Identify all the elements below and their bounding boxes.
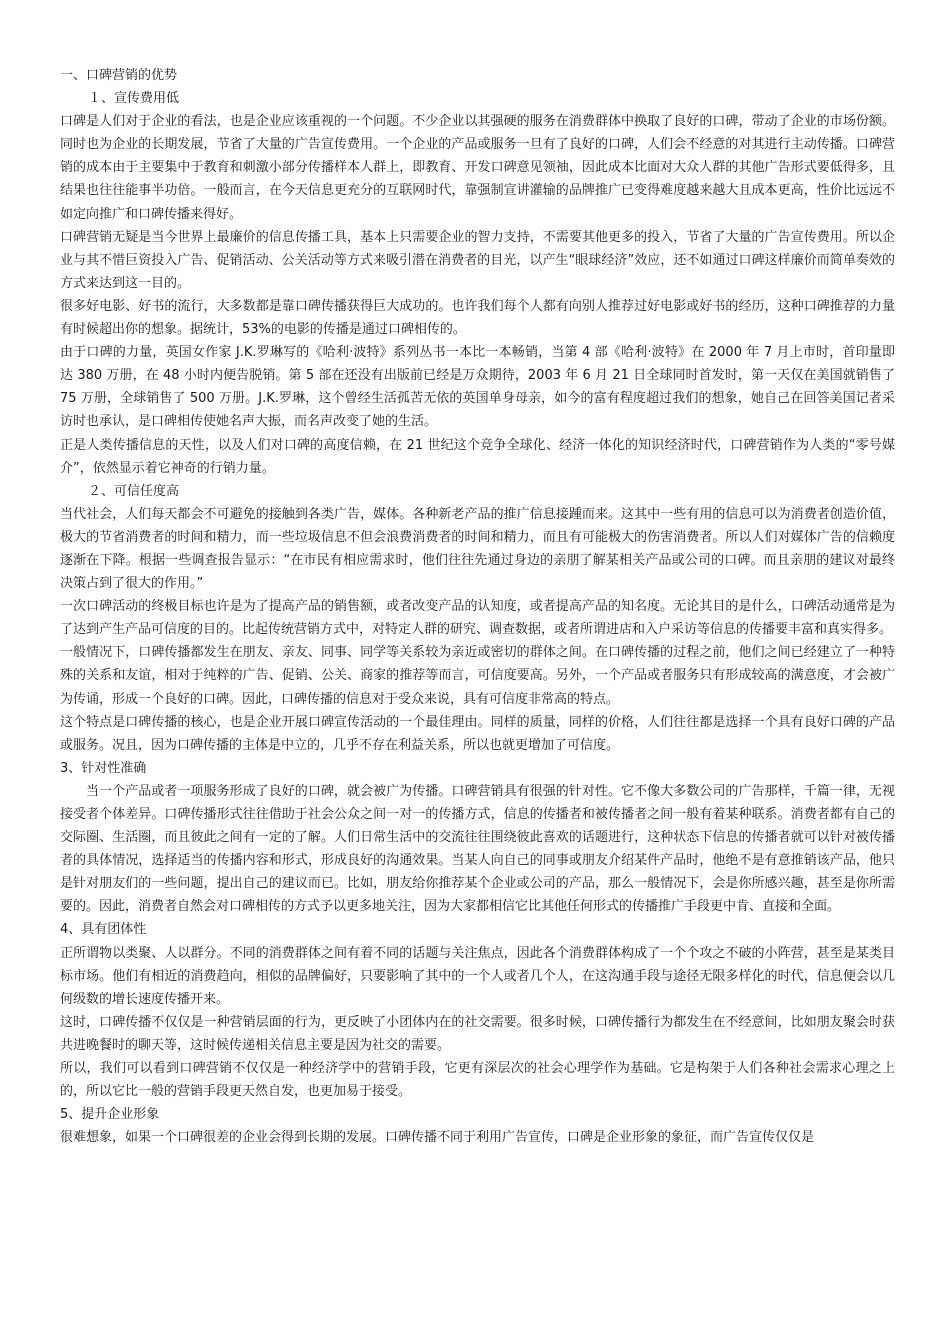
paragraph: 一次口碑活动的终极目标也许是为了提高产品的销售额，或者改变产品的认知度，或者提高产品的知名度。无论其目的是什么，口碑活动通常是为了达到产生产品可信度的目的。比起传统营销方式中，对特定人群的研究、调查数据，或者所谓进店和入户采访等信息的传播要丰富和真实得多。 <box>60 599 895 638</box>
section-heading: 3、针对性准确 <box>60 760 147 776</box>
section-heading: 5、提升企业形象 <box>60 1107 160 1123</box>
paragraph: 口碑是人们对于企业的看法，也是企业应该重视的一个问题。不少企业以其强硬的服务在消费群体中换取了良好的口碑，带动了企业的市场份额。同时也为企业的长期发展，节省了大量的广告宣传费用。一个企业的产品或服务一旦有了良好的口碑，人们会不经意的对其进行主动传播。口碑营销的成本由于主要集中于教育和刺激小部分传播样本人群上，即教育、开发口碑意见领袖，因此成本比面对大众人群的其他广告形式要低得多，且结果也往往能事半功倍。一般而言，在今天信息更充分的互联网时代，靠强制宣讲灌输的品牌推广已变得难度越来越大且成本更高，性价比远远不如定向推广和口碑传播来得好。 <box>60 114 895 222</box>
paragraph: 由于口碑的力量，英国女作家 J.K.罗琳写的《哈利·波特》系列丛书一本比一本畅销，当第 4 部《哈利·波特》在 2000 年 7 月上市时，首印量即达 380 万册，在 48 小时内便告脱销。第 5 部在还没有出版前已经是万众期待，2003 年 6 月 21 日全球同时首发时，第一天仅在美国就销售了 75 万册，全球销售了 500 万册。J.K.罗琳，这个曾经生活孤苦无依的英国单身母亲，如今的富有程度超过我们的想象，她自己在回答美国记者采访时也承认，是口碑相传使她名声大振，而名声改变了她的生活。 <box>60 345 895 430</box>
paragraph: 这个特点是口碑传播的核心，也是企业开展口碑宣传活动的一个最佳理由。同样的质量，同样的价格，人们往往都是选择一个具有良好口碑的产品或服务。况且，因为口碑传播的主体是中立的，几乎不存在利益关系，所以也就更增加了可信度。 <box>60 714 895 753</box>
paragraph: 很难想象，如果一个口碑很差的企业会得到长期的发展。口碑传播不同于利用广告宣传，口碑是企业形象的象征，而广告宣传仅仅是 <box>60 1130 815 1146</box>
section-heading: 4、具有团体性 <box>60 922 147 938</box>
paragraph: 正所谓物以类聚、人以群分。不同的消费群体之间有着不同的话题与关注焦点，因此各个消费群体构成了一个个攻之不破的小阵营，甚至是某类目标市场。他们有相近的消费趋向，相似的品牌偏好，只要影响了其中的一个人或者几个人，在这沟通手段与途径无限多样化的时代，信息便会以几何级数的增长速度传播开来。 <box>60 945 895 1007</box>
paragraph: 很多好电影、好书的流行，大多数都是靠口碑传播获得巨大成功的。也许我们每个人都有向别人推荐过好电影或好书的经历，这种口碑推荐的力量有时候超出你的想象。据统计，53%的电影的传播是通过口碑相传的。 <box>60 298 895 338</box>
paragraph: 口碑营销无疑是当今世界上最廉价的信息传播工具，基本上只需要企业的智力支持，不需要其他更多的投入，节省了大量的广告宣传费用。所以企业与其不惜巨资投入广告、促销活动、公关活动等方式来吸引潜在消费者的目光，以产生“眼球经济”效应，还不如通过口碑这样廉价而简单奏效的方式来达到这一目的。 <box>60 229 895 291</box>
paragraph: 一般情况下，口碑传播都发生在朋友、亲友、同事、同学等关系较为亲近或密切的群体之间。在口碑传播的过程之前，他们之间已经建立了一种特殊的关系和友谊，相对于纯粹的广告、促销、公关、商家的推荐等而言，可信度要高。另外，一个产品或者服务只有形成较高的满意度，才会被广为传诵，形成一个良好的口碑。因此，口碑传播的信息对于受众来说，具有可信度非常高的特点。 <box>60 645 895 707</box>
paragraph: 当一个产品或者一项服务形成了良好的口碑，就会被广为传播。口碑营销具有很强的针对性。它不像大多数公司的广告那样，千篇一律，无视接受者个体差异。口碑传播形式往往借助于社会公众之间一对一的传播方式，信息的传播者和被传播者之间一般有着某种联系。消费者都有自己的交际圈、生活圈，而且彼此之间有一定的了解。人们日常生活中的交流往往围绕彼此喜欢的话题进行，这种状态下信息的传播者就可以针对被传播者的具体情况，选择适当的传播内容和形式，形成良好的沟通效果。当某人向自己的同事或朋友介绍某件产品时，他绝不是有意推销该产品，他只是针对朋友们的一些问题，提出自己的建议而已。比如，朋友给你推荐某个企业或公司的产品，那么一般情况下，会是你所感兴趣，甚至是你所需要的。因此，消费者自然会对口碑相传的方式予以更多地关注，因为大家都相信它比其他任何形式的传播推广手段更中肯、直接和全面。 <box>60 783 895 915</box>
paragraph: 正是人类传播信息的天性，以及人们对口碑的高度信赖，在 21 世纪这个竞争全球化、经济一体化的知识经济时代，口碑营销作为人类的“零号媒介”，依然显示着它神奇的行销力量。 <box>60 437 895 476</box>
paragraph: 当代社会，人们每天都会不可避免的接触到各类广告，媒体。各种新老产品的推广信息接踵而来。这其中一些有用的信息可以为消费者创造价值，极大的节省消费者的时间和精力，而一些垃圾信息不但会浪费消费者的时间和精力，而且有可能极大的伤害消费者。所以人们对媒体广告的信赖度逐渐在下降。根据一些调查报告显示：“在市民有相应需求时，他们往往先通过身边的亲朋了解某相关产品或公司的口碑。而且亲朋的建议对最终决策占到了很大的作用。” <box>60 506 895 592</box>
subsection-heading: ２、可信任度高 <box>88 483 180 499</box>
paragraph: 这时，口碑传播不仅仅是一种营销层面的行为，更反映了小团体内在的社交需要。很多时候，口碑传播行为都发生在不经意间，比如朋友聚会时获共进晚餐时的聊天等，这时候传递相关信息主要是因为社交的需要。 <box>60 1014 895 1053</box>
document-body <box>60 64 895 1149</box>
subsection-heading: １、宣传费用低 <box>88 91 180 107</box>
section-heading: 一、口碑营销的优势 <box>60 68 178 83</box>
paragraph: 所以，我们可以看到口碑营销不仅仅是一种经济学中的营销手段，它更有深层次的社会心理学作为基础。它是构架于人们各种社会需求心理之上的，所以它比一般的营销手段更天然自发，也更加易于接受。 <box>60 1061 895 1100</box>
